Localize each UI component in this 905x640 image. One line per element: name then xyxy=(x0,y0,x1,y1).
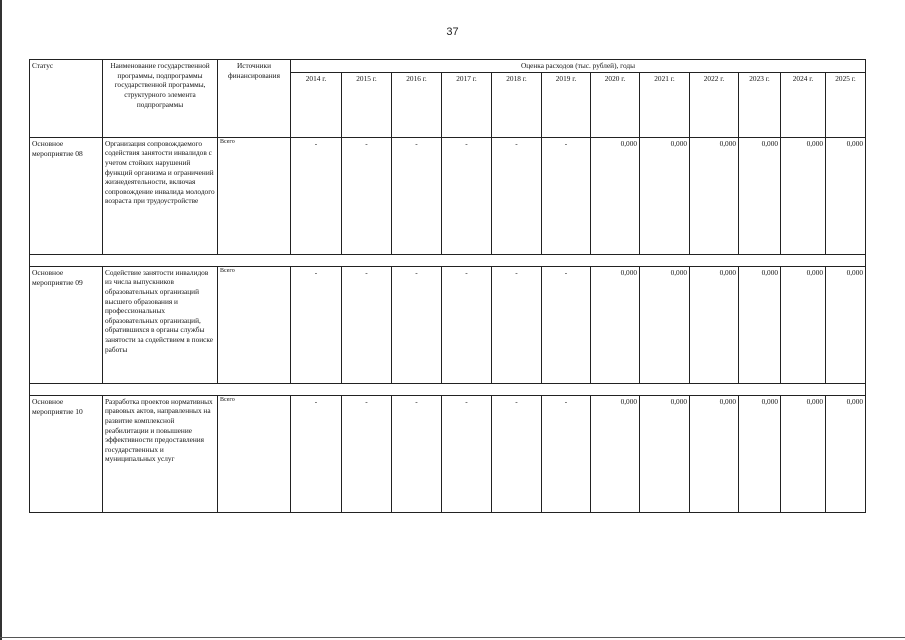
header-name: Наименование государственной программы, подпрограммы государственной программы, структурного элемента подпрограммы xyxy=(103,60,218,138)
row-value: 0,000 xyxy=(826,395,866,512)
page-bottom-rule xyxy=(0,637,905,638)
row-spacer xyxy=(30,254,866,266)
row-value: - xyxy=(442,137,492,254)
row-value: 0,000 xyxy=(826,266,866,383)
row-value: - xyxy=(542,137,591,254)
header-year: 2014 г. xyxy=(291,72,342,137)
row-status: Основное мероприятие 09 xyxy=(30,266,103,383)
header-year: 2024 г. xyxy=(781,72,826,137)
row-value: - xyxy=(342,395,392,512)
row-value: - xyxy=(291,137,342,254)
header-year: 2015 г. xyxy=(342,72,392,137)
table-row xyxy=(30,266,866,383)
page-number: 37 xyxy=(446,26,459,38)
row-value: 0,000 xyxy=(640,395,690,512)
row-value: 0,000 xyxy=(591,137,640,254)
header-year: 2016 г. xyxy=(392,72,442,137)
row-source: Всего xyxy=(218,395,291,512)
row-value: - xyxy=(392,266,442,383)
table-row xyxy=(30,137,866,254)
header-year: 2023 г. xyxy=(739,72,781,137)
table-body xyxy=(30,137,866,512)
row-value: - xyxy=(392,137,442,254)
row-value: 0,000 xyxy=(739,266,781,383)
page-left-edge xyxy=(0,0,2,640)
header-year: 2019 г. xyxy=(542,72,591,137)
row-spacer xyxy=(30,383,866,395)
row-value: 0,000 xyxy=(640,137,690,254)
row-value: 0,000 xyxy=(690,137,739,254)
header-estimate: Оценка расходов (тыс. рублей), годы xyxy=(291,60,866,73)
row-name: Организация сопровождаемого содействия занятости инвалидов с учетом стойких нарушений функций организма и ограничений жизнедеятельности, включая сопровождение инвалида молодого возраста при трудоустройстве xyxy=(103,137,218,254)
row-value: - xyxy=(342,137,392,254)
row-value: - xyxy=(291,395,342,512)
table-row xyxy=(30,395,866,512)
header-year: 2025 г. xyxy=(826,72,866,137)
row-value: 0,000 xyxy=(739,137,781,254)
row-value: - xyxy=(442,266,492,383)
header-year: 2022 г. xyxy=(690,72,739,137)
row-value: 0,000 xyxy=(781,137,826,254)
header-year: 2021 г. xyxy=(640,72,690,137)
row-value: 0,000 xyxy=(781,395,826,512)
row-value: - xyxy=(542,395,591,512)
row-value: - xyxy=(492,395,542,512)
row-value: 0,000 xyxy=(690,395,739,512)
row-source: Всего xyxy=(218,137,291,254)
row-value: 0,000 xyxy=(739,395,781,512)
row-name: Содействие занятости инвалидов из числа выпускников образовательных организаций высшего образования и профессиональных образовательных организаций, обратившихся в органы службы занятости за содействием в поиске работы xyxy=(103,266,218,383)
expenditure-table xyxy=(29,59,866,513)
row-value: 0,000 xyxy=(826,137,866,254)
row-value: - xyxy=(442,395,492,512)
row-value: 0,000 xyxy=(781,266,826,383)
row-status: Основное мероприятие 08 xyxy=(30,137,103,254)
header-status: Статус xyxy=(30,60,103,138)
row-value: 0,000 xyxy=(591,266,640,383)
header-year: 2020 г. xyxy=(591,72,640,137)
row-name: Разработка проектов нормативных правовых актов, направленных на развитие комплексной реабилитации и повышение эффективности предоставления государственных и муниципальных услуг xyxy=(103,395,218,512)
row-value: 0,000 xyxy=(640,266,690,383)
row-value: 0,000 xyxy=(591,395,640,512)
row-source: Всего xyxy=(218,266,291,383)
row-value: - xyxy=(492,266,542,383)
row-value: - xyxy=(392,395,442,512)
header-source: Источники финансирования xyxy=(218,60,291,138)
row-value: - xyxy=(542,266,591,383)
header-year: 2018 г. xyxy=(492,72,542,137)
header-year: 2017 г. xyxy=(442,72,492,137)
row-value: 0,000 xyxy=(690,266,739,383)
row-value: - xyxy=(492,137,542,254)
row-value: - xyxy=(291,266,342,383)
row-status: Основное мероприятие 10 xyxy=(30,395,103,512)
row-value: - xyxy=(342,266,392,383)
